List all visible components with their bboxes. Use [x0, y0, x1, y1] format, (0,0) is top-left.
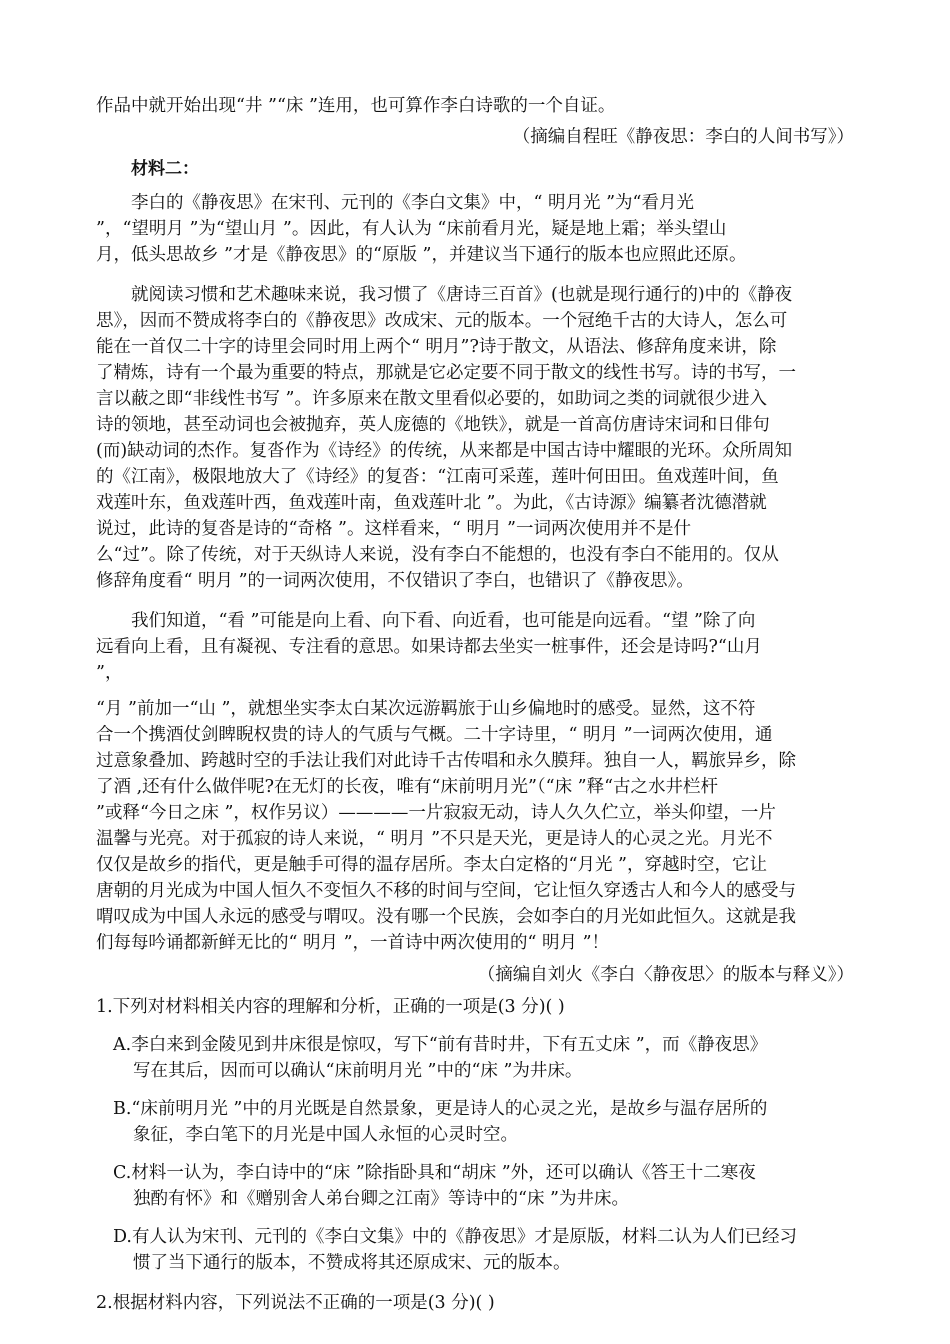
- material2-p2-line: 思》，因而不赞成将李白的《静夜思》改成宋、元的版本。一个冠绝千古的大诗人，怎么可: [96, 311, 788, 331]
- material2-p2-line: 戏莲叶东，鱼戏莲叶西，鱼戏莲叶南，鱼戏莲叶北 ”。为此，《古诗源》编纂者沈德潜就: [96, 493, 767, 513]
- material2-p1-line: 月，低头思故乡 ”才是《静夜思》的“原版 ”，并建议当下通行的版本也应照此还原。: [96, 245, 747, 265]
- material2-p3-line: “月 ”前加一“山 ”，就想坐实李太白某次远游羁旅于山乡偏地时的感受。显然，这不符: [96, 699, 756, 719]
- material2-p1-line: ”，“望明月 ”为“望山月 ”。因此，有人认为 “床前看月光，疑是地上霜；举头望山: [96, 219, 727, 239]
- material1-source: （摘编自程旺《静夜思：李白的人间书写》）: [512, 127, 854, 147]
- question-1-option-a-cont: 写在其后，因而可以确认“床前明月光 ”中的“床 ”为井床。: [133, 1061, 583, 1081]
- material2-p2-line: 说过，此诗的复沓是诗的“奇格 ”。这样看来，“ 明月 ”一词两次使用并不是什: [96, 519, 691, 539]
- question-2-stem: 2.根据材料内容，下列说法不正确的一项是(3 分)( ): [96, 1293, 495, 1313]
- material2-p2-line: 么“过”。除了传统，对于天纵诗人来说，没有李白不能想的，也没有李白不能用的。仅从: [96, 545, 779, 565]
- material2-p3-line: 了酒 ,还有什么做伴呢?在无灯的长夜，唯有“床前明月光”（“床 ”释“古之水井栏杆: [96, 777, 719, 797]
- question-1-option-d[interactable]: D.有人认为宋刊、元刊的《李白文集》中的《静夜思》才是原版，材料二认为人们已经习: [113, 1227, 797, 1247]
- question-1-option-b-cont: 象征，李白笔下的月光是中国人永恒的心灵时空。: [133, 1125, 518, 1145]
- material2-source: （摘编自刘火《李白〈静夜思〉的版本与释义》）: [477, 965, 854, 985]
- material2-p3-line: 唐朝的月光成为中国人恒久不变恒久不移的时间与空间，它让恒久穿透古人和今人的感受与: [96, 881, 796, 901]
- material2-p3-line: 喟叹成为中国人永远的感受与喟叹。没有哪一个民族，会如李白的月光如此恒久。这就是我: [96, 907, 796, 927]
- material2-p2-line: 诗的领地，甚至动词也会被抛弃，英人庞德的《地铁》，就是一首高仿唐诗宋词和日俳句: [96, 415, 770, 435]
- material2-p3-line: 仅仅是故乡的指代，更是触手可得的温存居所。李太白定格的“月光 ”，穿越时空，它让: [96, 855, 767, 875]
- material2-p2-line: 言以蔽之即“非线性书写 ”。许多原来在散文里看似必要的，如助词之类的词就很少进入: [96, 389, 767, 409]
- material2-p3-line: 合一个携酒仗剑睥睨权贵的诗人的气质与气概。二十字诗里，“ 明月 ”一词两次使用，通: [96, 725, 773, 745]
- question-1-option-c-cont: 独酌有怀》和《赠别舍人弟台卿之江南》等诗中的“床 ”为井床。: [133, 1189, 629, 1209]
- material2-p3-line: 过意象叠加、跨越时空的手法让我们对此诗千古传唱和永久膜拜。独自一人，羁旅异乡，除: [96, 751, 796, 771]
- question-1-option-b[interactable]: B.“床前明月光 ”中的月光既是自然景象，更是诗人的心灵之光，是故乡与温存居所的: [113, 1099, 768, 1119]
- material2-p2-line: (而)缺动词的杰作。复沓作为《诗经》的传统，从来都是中国古诗中耀眼的光环。众所周知: [96, 441, 793, 461]
- material2-p3-line: 远看向上看，且有凝视、专注看的意思。如果诗都去坐实一桩事件，还会是诗吗?“山月: [96, 637, 762, 657]
- material2-p2-line: 了精炼，诗有一个最为重要的特点，那就是它必定要不同于散文的线性书写。诗的书写，一: [96, 363, 796, 383]
- material2-p3-line: ”，: [96, 663, 123, 683]
- question-1-stem: 1.下列对材料相关内容的理解和分析，正确的一项是(3 分)( ): [96, 997, 565, 1017]
- question-1-option-d-cont: 惯了当下通行的版本，不赞成将其还原成宋、元的版本。: [133, 1253, 571, 1273]
- question-1-option-c[interactable]: C.材料一认为，李白诗中的“床 ”除指卧具和“胡床 ”外，还可以确认《答王十二寒夜: [113, 1163, 756, 1183]
- material2-p3-line: 温馨与光亮。对于孤寂的诗人来说，“ 明月 ”不只是天光，更是诗人的心灵之光。月光不: [96, 829, 773, 849]
- material2-p2-line: 的《江南》，极限地放大了《诗经》的复沓：“江南可采莲，莲叶何田田。鱼戏莲叶间，鱼: [96, 467, 779, 487]
- question-1-option-a[interactable]: A.李白来到金陵见到井床很是惊叹，写下“前有昔时井，下有五丈床 ”，而《静夜思》: [113, 1035, 768, 1055]
- material2-p3-line: 我们知道，“看 ”可能是向上看、向下看、向近看，也可能是向远看。“望 ”除了向: [131, 611, 756, 631]
- material1-tail-line: 作品中就开始出现“井 ”“床 ”连用，也可算作李白诗歌的一个自证。: [96, 96, 616, 116]
- material2-p3-line: ”或释“今日之床 ”，权作另议）————一片寂寂无动，诗人久久伫立，举头仰望，一片: [96, 803, 776, 823]
- material2-p3-line: 们每每吟诵都新鲜无比的“ 明月 ”，一首诗中两次使用的“ 明月 ”！: [96, 933, 610, 953]
- material2-p1-line: 李白的《静夜思》在宋刊、元刊的《李白文集》中，“ 明月光 ”为“看月光: [131, 193, 694, 213]
- material2-p2-line: 就阅读习惯和艺术趣味来说，我习惯了《唐诗三百首》(也就是现行通行的)中的《静夜: [131, 285, 793, 305]
- material2-p2-line: 修辞角度看“ 明月 ”的一词两次使用，不仅错识了李白，也错识了《静夜思》。: [96, 571, 694, 591]
- material2-heading: 材料二：: [131, 159, 199, 179]
- material2-p2-line: 能在一首仅二十字的诗里会同时用上两个“ 明月”?诗于散文，从语法、修辞角度来讲，除: [96, 337, 777, 357]
